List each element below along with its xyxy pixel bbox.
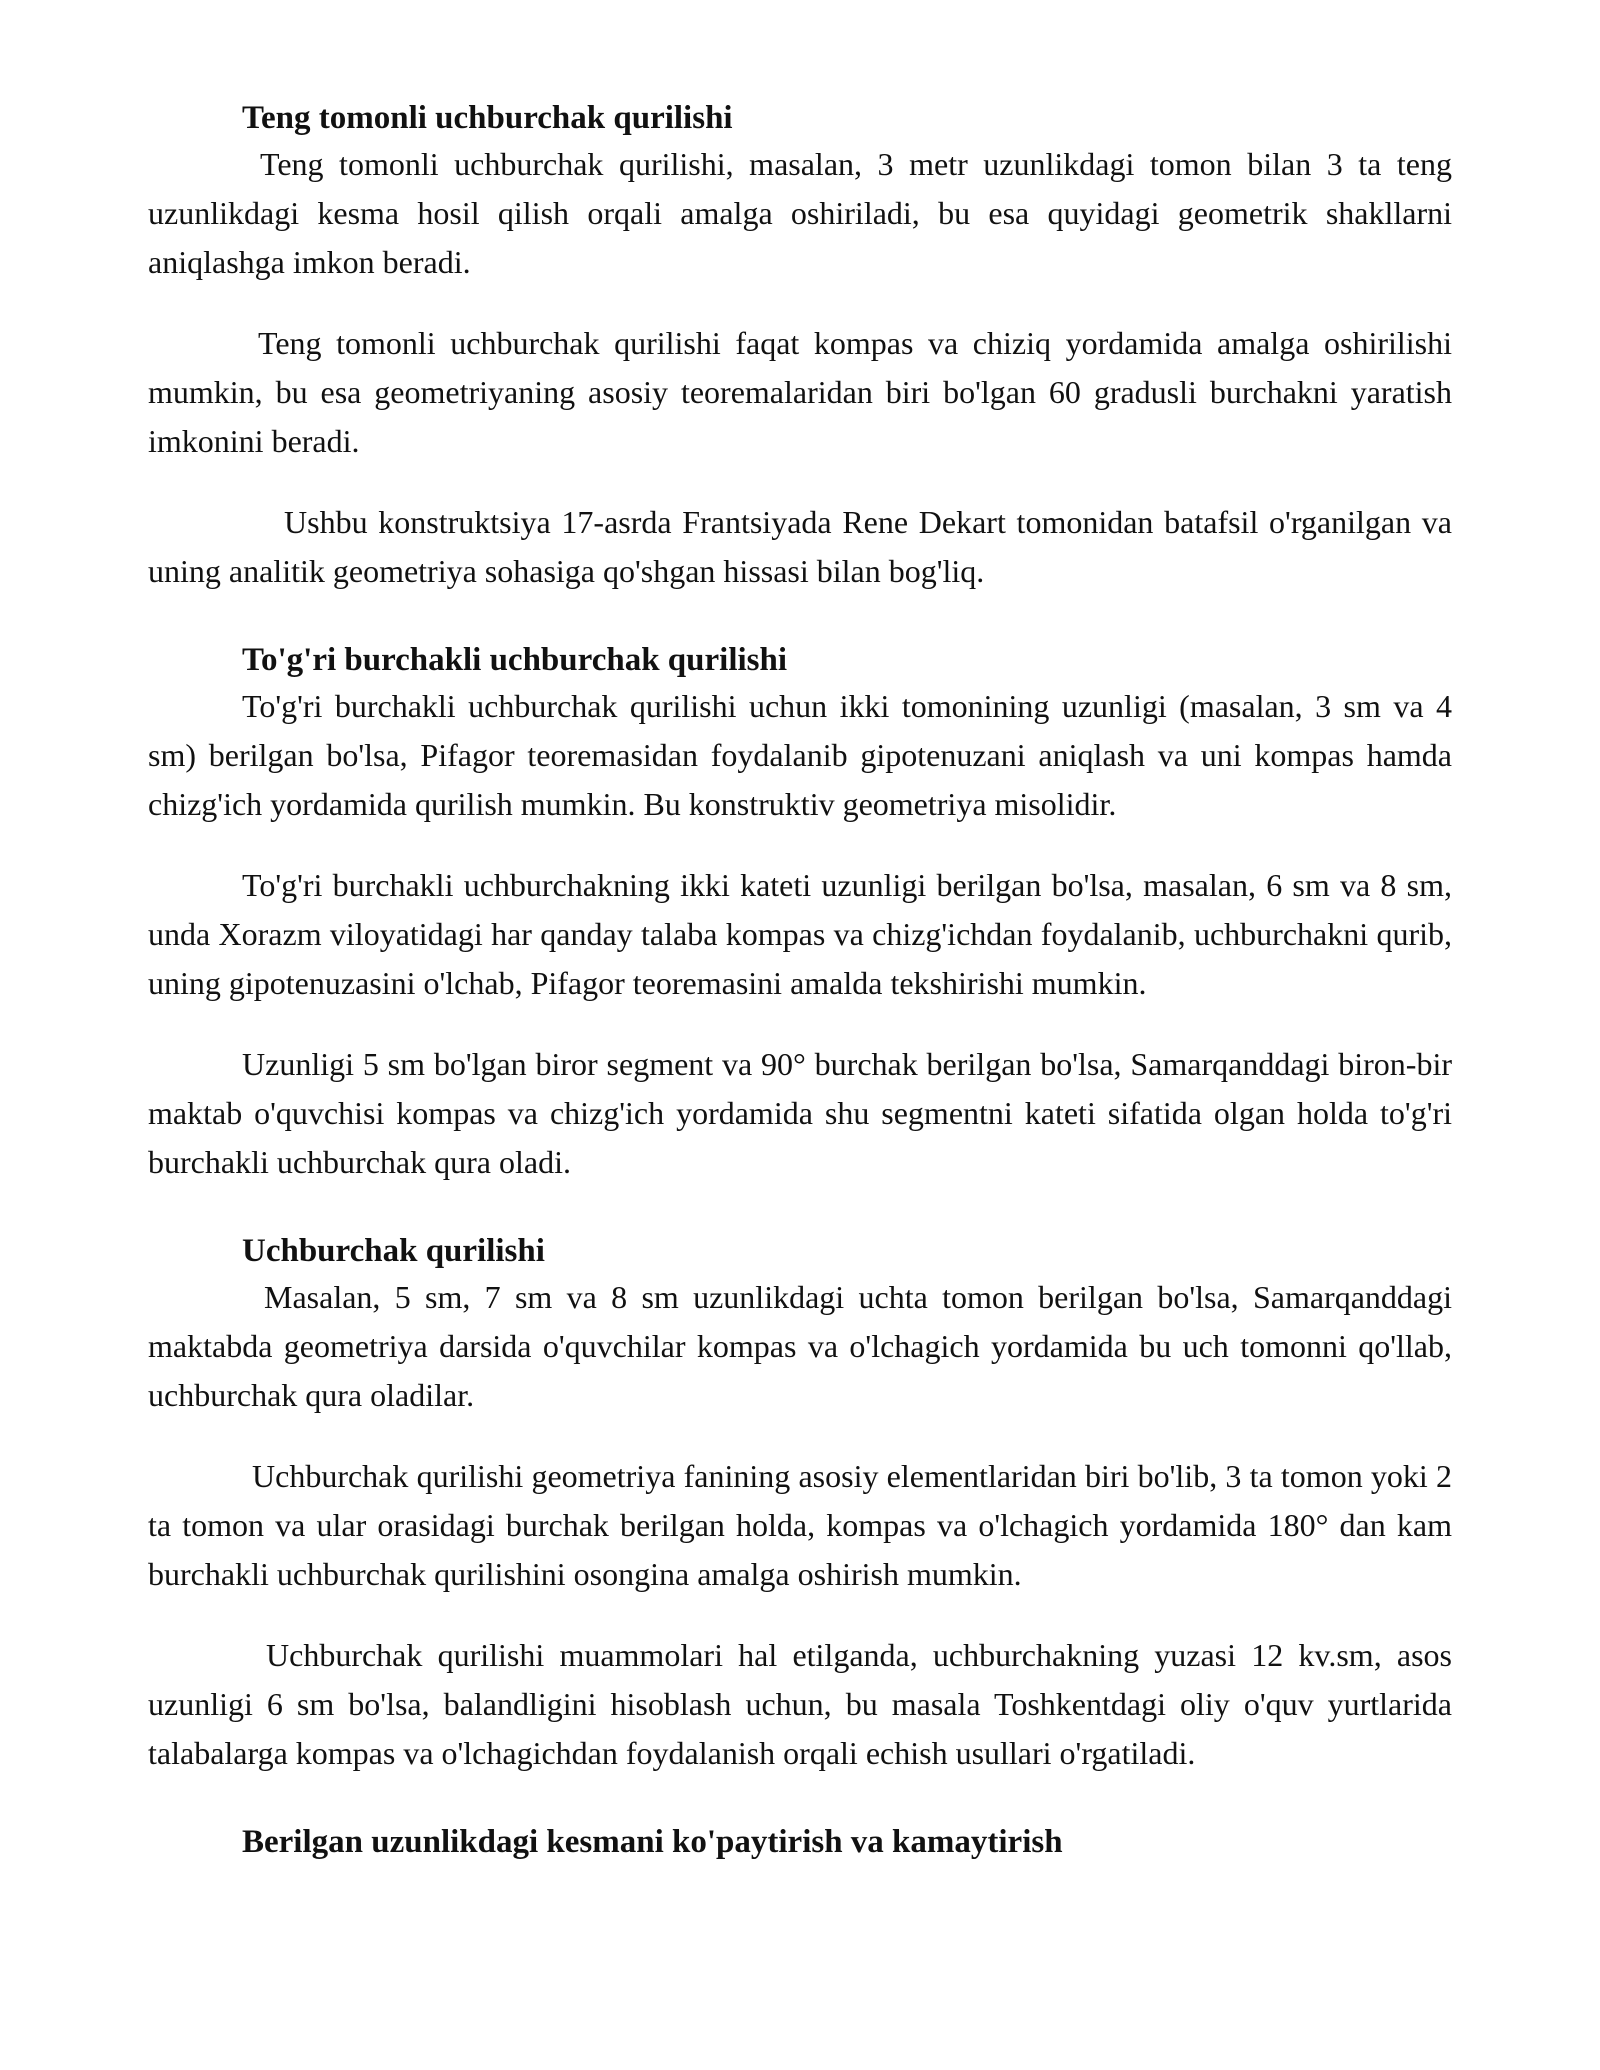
paragraph: To'g'ri burchakli uchburchakning ikki kateti uzunligi berilgan bo'lsa, masalan, 6 sm va 8 sm, unda Xorazm viloyatidagi har qanday talaba kompas va chizg'ichdan foydalanib, uchburchakni qurib, uning gipotenuzasini o'lchab, Pifagor teoremasini amalda tekshirishi mumkin. (148, 867, 1452, 1001)
paragraph: Teng tomonli uchburchak qurilishi, masalan, 3 metr uzunlikdagi tomon bilan 3 ta teng uzunlikdagi kesma hosil qilish orqali amalga oshiriladi, bu esa quyidagi geometrik shakllarni aniqlashga imkon beradi. (148, 146, 1452, 280)
paragraph: To'g'ri burchakli uchburchak qurilishi uchun ikki tomonining uzunligi (masalan, 3 sm va 4 sm) berilgan bo'lsa, Pifagor teoremasidan foydalanib gipotenuzani aniqlash va uni kompas hamda chizg'ich yordamida qurilish mumkin. Bu konstruktiv geometriya misolidir. (148, 688, 1452, 822)
section-heading: Berilgan uzunlikdagi kesmani ko'paytirish va kamaytirish (242, 1824, 1063, 1860)
document-page (148, 96, 1452, 1864)
paragraph: Ushbu konstruktsiya 17-asrda Frantsiyada Rene Dekart tomonidan batafsil o'rganilgan va uning analitik geometriya sohasiga qo'shgan hissasi bilan bog'liq. (148, 504, 1452, 589)
paragraph: Masalan, 5 sm, 7 sm va 8 sm uzunlikdagi uchta tomon berilgan bo'lsa, Samarqanddagi maktabda geometriya darsida o'quvchilar kompas va o'lchagich yordamida bu uch tomonni qo'llab, uchburchak qura oladilar. (148, 1279, 1452, 1413)
paragraph: Uchburchak qurilishi muammolari hal etilganda, uchburchakning yuzasi 12 kv.sm, asos uzunligi 6 sm bo'lsa, balandligini hisoblash uchun, bu masala Toshkentdagi oliy o'quv yurtlarida talabalarga kompas va o'lchagichdan foydalanish orqali echish usullari o'rgatiladi. (148, 1637, 1452, 1771)
paragraph: Uzunligi 5 sm bo'lgan biror segment va 90° burchak berilgan bo'lsa, Samarqanddagi biron-bir maktab o'quvchisi kompas va chizg'ich yordamida shu segmentni kateti sifatida olgan holda to'g'ri burchakli uchburchak qura oladi. (148, 1046, 1452, 1180)
section-heading: Uchburchak qurilishi (242, 1233, 545, 1269)
paragraph: Teng tomonli uchburchak qurilishi faqat kompas va chiziq yordamida amalga oshirilishi mumkin, bu esa geometriyaning asosiy teoremalaridan biri bo'lgan 60 gradusli burchakni yaratish imkonini beradi. (148, 325, 1452, 459)
paragraph: Uchburchak qurilishi geometriya fanining asosiy elementlaridan biri bo'lib, 3 ta tomon yoki 2 ta tomon va ular orasidagi burchak berilgan holda, kompas va o'lchagich yordamida 180° dan kam burchakli uchburchak qurilishini osongina amalga oshirish mumkin. (148, 1458, 1452, 1592)
section-right-triangle (148, 638, 1452, 1187)
section-triangle (148, 1229, 1452, 1778)
section-equilateral-triangle (148, 96, 1452, 596)
section-heading: To'g'ri burchakli uchburchak qurilishi (242, 642, 788, 678)
section-heading: Teng tomonli uchburchak qurilishi (242, 100, 733, 136)
section-segment-scaling (148, 1820, 1452, 1864)
